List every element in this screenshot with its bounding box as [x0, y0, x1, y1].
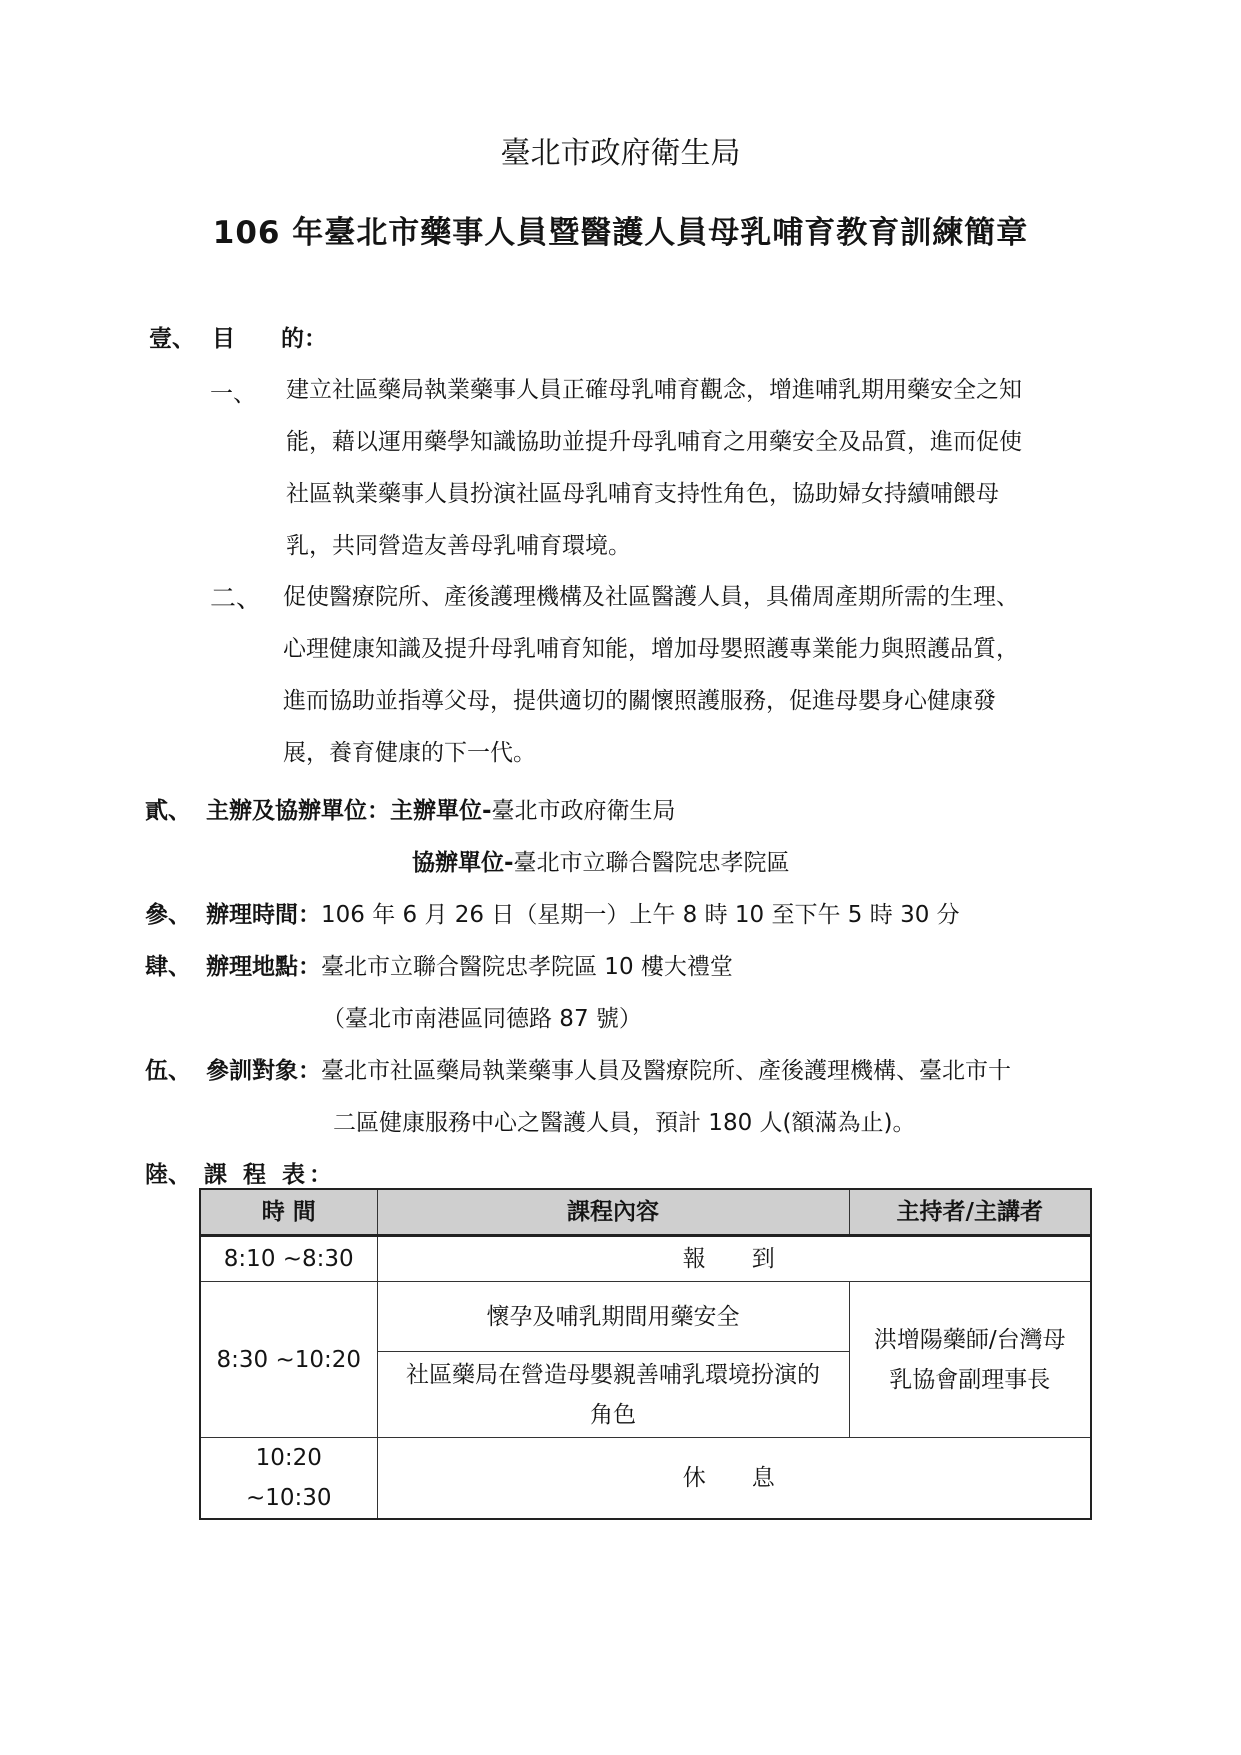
section-4-content [206, 948, 733, 981]
co-organizer [412, 844, 790, 877]
item-1-text [286, 364, 1106, 572]
content-line: 社區藥局在營造母嬰親善哺乳環境扮演的 [406, 1361, 820, 1388]
column-header-content: 課程內容 [377, 1189, 849, 1236]
section-2-content [206, 792, 676, 825]
section-3-content [206, 896, 960, 929]
host-unit: 臺北市政府衛生局 [491, 798, 676, 824]
row-speaker [849, 1282, 1091, 1438]
speaker-line: 洪增陽藥師/台灣母 [873, 1326, 1066, 1353]
section-5-content [206, 1052, 1011, 1085]
document-title: 106 年臺北市藥事人員暨醫護人員母乳哺育教育訓練簡章 [212, 215, 1029, 251]
item-1-line: 建立社區藥局執業藥事人員正確母乳哺育觀念，增進哺乳期用藥安全之知 [286, 377, 1022, 403]
participants-line-1: 臺北市社區藥局執業藥事人員及醫療院所、產後護理機構、臺北市十 [321, 1058, 1011, 1084]
table-row [200, 1236, 1091, 1282]
item-1-line: 能，藉以運用藥學知識協助並提升母乳哺育之用藥安全及品質，進而促使 [286, 429, 1022, 455]
section-3-heading: 辦理時間： [206, 902, 321, 928]
row-time: 8:10 ~8:30 [200, 1236, 377, 1282]
table-row [200, 1282, 1091, 1352]
column-header-time: 時 間 [200, 1189, 377, 1236]
section-4-label: 肆、 [145, 954, 191, 980]
section-4-heading: 辦理地點： [206, 954, 321, 980]
item-2-line: 展，養育健康的下一代。 [283, 740, 536, 766]
item-2-line: 進而協助並指導父母，提供適切的關懷照護服務，促進母嬰身心健康發 [283, 688, 996, 714]
table-row [200, 1438, 1091, 1520]
co-label: 協辦單位- [412, 850, 514, 876]
venue-address: （臺北市南港區同德路 87 號） [322, 1006, 642, 1032]
row-content: 報到 [377, 1236, 1091, 1282]
agency-title: 臺北市政府衛生局 [500, 136, 741, 171]
co-unit: 臺北市立聯合醫院忠孝院區 [513, 850, 790, 876]
section-6-label: 陸、 [145, 1162, 191, 1188]
item-2-line: 促使醫療院所、產後護理機構及社區醫護人員，具備周產期所需的生理、 [283, 584, 1019, 610]
host-label: 主辦單位- [390, 798, 492, 824]
item-2-line: 心理健康知識及提升母乳哺育知能，增加母嬰照護專業能力與照護品質， [283, 636, 1019, 662]
row-time: 8:30 ~10:20 [200, 1282, 377, 1438]
row-content: 懷孕及哺乳期間用藥安全 [377, 1282, 849, 1352]
event-venue: 臺北市立聯合醫院忠孝院區 10 樓大禮堂 [321, 954, 733, 980]
item-1-line: 社區執業藥事人員扮演社區母乳哺育支持性角色，協助婦女持續哺餵母 [286, 481, 999, 507]
row-time: 10:20 ~10:30 [200, 1438, 377, 1520]
speaker-line: 乳協會副理事長 [889, 1366, 1051, 1393]
item-2-number: 二、 [210, 584, 263, 614]
schedule-table [199, 1188, 1092, 1520]
section-5-heading: 參訓對象： [206, 1058, 321, 1084]
event-time: 106 年 6 月 26 日（星期一）上午 8 時 10 至下午 5 時 30 分 [321, 902, 960, 928]
item-1-number: 一、 [210, 381, 256, 407]
section-2-label: 貳、 [145, 798, 191, 824]
section-2-heading: 主辦及協辦單位： [206, 798, 390, 824]
item-2-text [283, 571, 1103, 779]
row-content [377, 1352, 849, 1438]
item-1-line: 乳，共同營造友善母乳哺育環境。 [286, 533, 631, 559]
row-content: 休息 [377, 1438, 1091, 1520]
section-5-label: 伍、 [145, 1058, 191, 1084]
section-1-label: 壹、 [149, 326, 195, 352]
column-header-speaker: 主持者/主講者 [849, 1189, 1091, 1236]
participants-line-2: 二區健康服務中心之醫護人員，預計 180 人(額滿為止)。 [333, 1110, 916, 1136]
section-6-heading: 課 程 表： [204, 1162, 337, 1188]
content-line: 角色 [590, 1401, 636, 1428]
section-1-heading: 目 的： [212, 326, 327, 352]
section-3-label: 參、 [145, 902, 191, 928]
table-header-row [200, 1189, 1091, 1236]
